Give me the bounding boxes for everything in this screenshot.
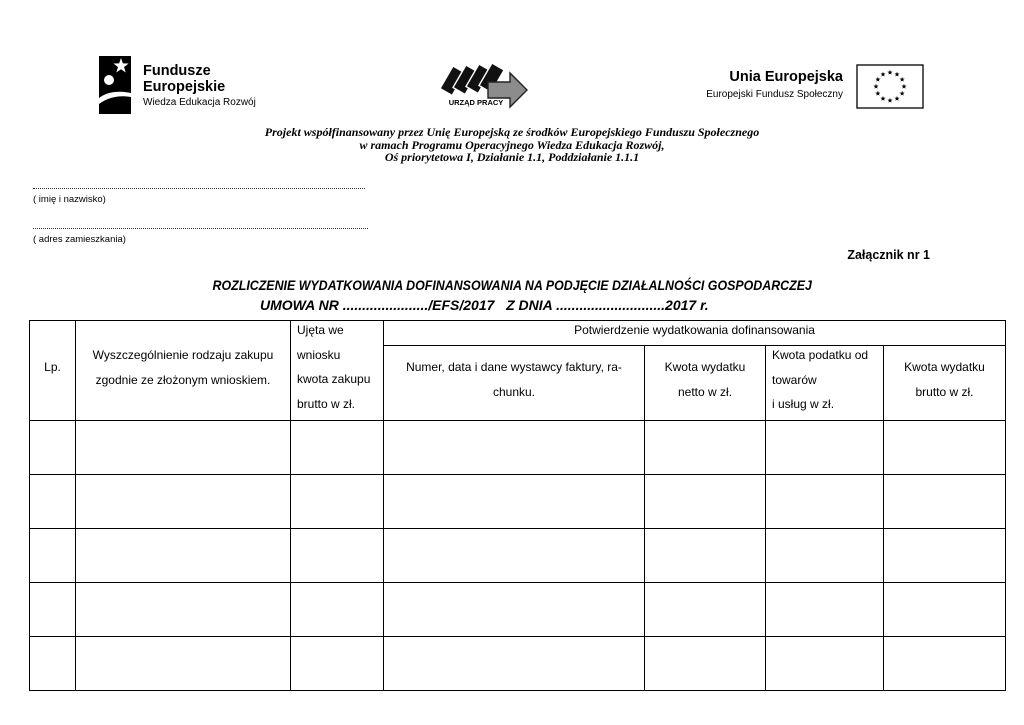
fe-logo-line3: Wiedza Edukacja Rozwój (143, 97, 256, 108)
table-cell (30, 475, 76, 529)
document-title-line1: ROZLICZENIE WYDATKOWANIA DOFINANSOWANIA NA PODJĘCIE DZIAŁALNOŚCI GOSPODARCZEJ (212, 277, 812, 293)
fe-logo-line2: Europejskie (143, 79, 226, 95)
table-cell (766, 421, 884, 475)
table-cell (76, 637, 291, 691)
header-invoice-line: Numer, data i dane wystawcy faktury, ra- (406, 360, 622, 374)
table-cell (766, 583, 884, 637)
header-item-line: zgodnie ze złożonym wnioskiem. (95, 372, 271, 387)
header-net-line: Kwota wydatku (664, 360, 746, 374)
table-cell (76, 475, 291, 529)
table-cell (766, 637, 884, 691)
project-cofinancing-note (0, 126, 1024, 164)
header-requested-amount (291, 321, 384, 421)
table-cell (291, 637, 384, 691)
document-title-line2: UMOWA NR ....................../EFS/2017 Z DNIA ............................2017 r. (260, 297, 709, 313)
table-cell (384, 529, 645, 583)
table-row (30, 475, 1006, 529)
table-row (30, 637, 1006, 691)
table-cell (30, 529, 76, 583)
table-cell (30, 637, 76, 691)
header-item-line: Wyszczególnienie rodzaju zakupu (92, 348, 274, 362)
header-gross (884, 346, 1006, 421)
header-requested-line: wniosku (297, 347, 341, 362)
fundusze-europejskie-logo-icon (97, 54, 133, 116)
header-group-label: Potwierdzenie wydatkowania dofinansowania (574, 323, 815, 337)
address-dotted-line (33, 228, 368, 229)
header-net (645, 346, 766, 421)
table-cell (76, 421, 291, 475)
header-confirmation-group (384, 321, 1006, 346)
header-vat-line: Kwota podatku od (772, 348, 869, 362)
table-cell (384, 637, 645, 691)
table-cell (645, 475, 766, 529)
table-cell (766, 529, 884, 583)
table-cell (884, 637, 1006, 691)
header-lp-label: Lp. (44, 360, 61, 374)
ue-logo-title: Unia Europejska (729, 69, 843, 85)
table-cell (30, 421, 76, 475)
table-cell (30, 583, 76, 637)
header-gross-line: Kwota wydatku (904, 360, 985, 374)
table-cell (645, 583, 766, 637)
header-vat (766, 346, 884, 421)
header-item (76, 321, 291, 421)
table-cell (884, 529, 1006, 583)
table-cell (291, 421, 384, 475)
header-vat-line: towarów (772, 372, 817, 387)
table-cell (76, 583, 291, 637)
table-row (30, 583, 1006, 637)
table-cell (884, 421, 1006, 475)
table-cell (645, 421, 766, 475)
header-invoice (384, 346, 645, 421)
header-lp (30, 321, 76, 421)
note-line: Projekt współfinansowany przez Unię Europejską ze środków Europejskiego Funduszu Społecznego (264, 125, 760, 139)
ue-logo-subtitle: Europejski Fundusz Społeczny (706, 89, 843, 100)
note-line: Oś priorytetowa I, Działanie 1.1, Poddziałanie 1.1.1 (384, 150, 640, 164)
header-requested-line: brutto w zł. (297, 396, 356, 411)
table-cell (766, 475, 884, 529)
header-invoice-line: chunku. (492, 384, 536, 399)
address-caption: ( adres zamieszkania) (33, 234, 126, 245)
table-row (30, 529, 1006, 583)
table-cell (291, 475, 384, 529)
table-cell (384, 475, 645, 529)
table-cell (884, 475, 1006, 529)
header-requested-line: Ujęta we (297, 323, 344, 337)
table-cell (291, 529, 384, 583)
header-gross-line: brutto w zł. (915, 384, 974, 399)
table-header-row (30, 321, 1006, 346)
table-cell (76, 529, 291, 583)
table-row (30, 421, 1006, 475)
document-title (0, 277, 1024, 293)
note-line: w ramach Programu Operacyjnego Wiedza Edukacja Rozwój, (359, 137, 665, 152)
header-net-line: netto w zł. (677, 384, 733, 399)
name-dotted-line (33, 188, 365, 189)
expense-settlement-table (29, 320, 1006, 691)
table-cell (291, 583, 384, 637)
attachment-label: Załącznik nr 1 (847, 248, 930, 262)
table-cell (645, 529, 766, 583)
table-cell (645, 637, 766, 691)
eu-flag-icon (856, 64, 924, 109)
header-requested-line: kwota zakupu (297, 372, 371, 386)
urzad-pracy-logo-text: URZĄD PRACY (448, 98, 504, 107)
name-caption: ( imię i nazwisko) (33, 194, 106, 205)
table-cell (884, 583, 1006, 637)
table-cell (384, 583, 645, 637)
header-vat-line: i usług w zł. (772, 397, 835, 411)
table-cell (384, 421, 645, 475)
fe-logo-line1: Fundusze (143, 63, 211, 79)
